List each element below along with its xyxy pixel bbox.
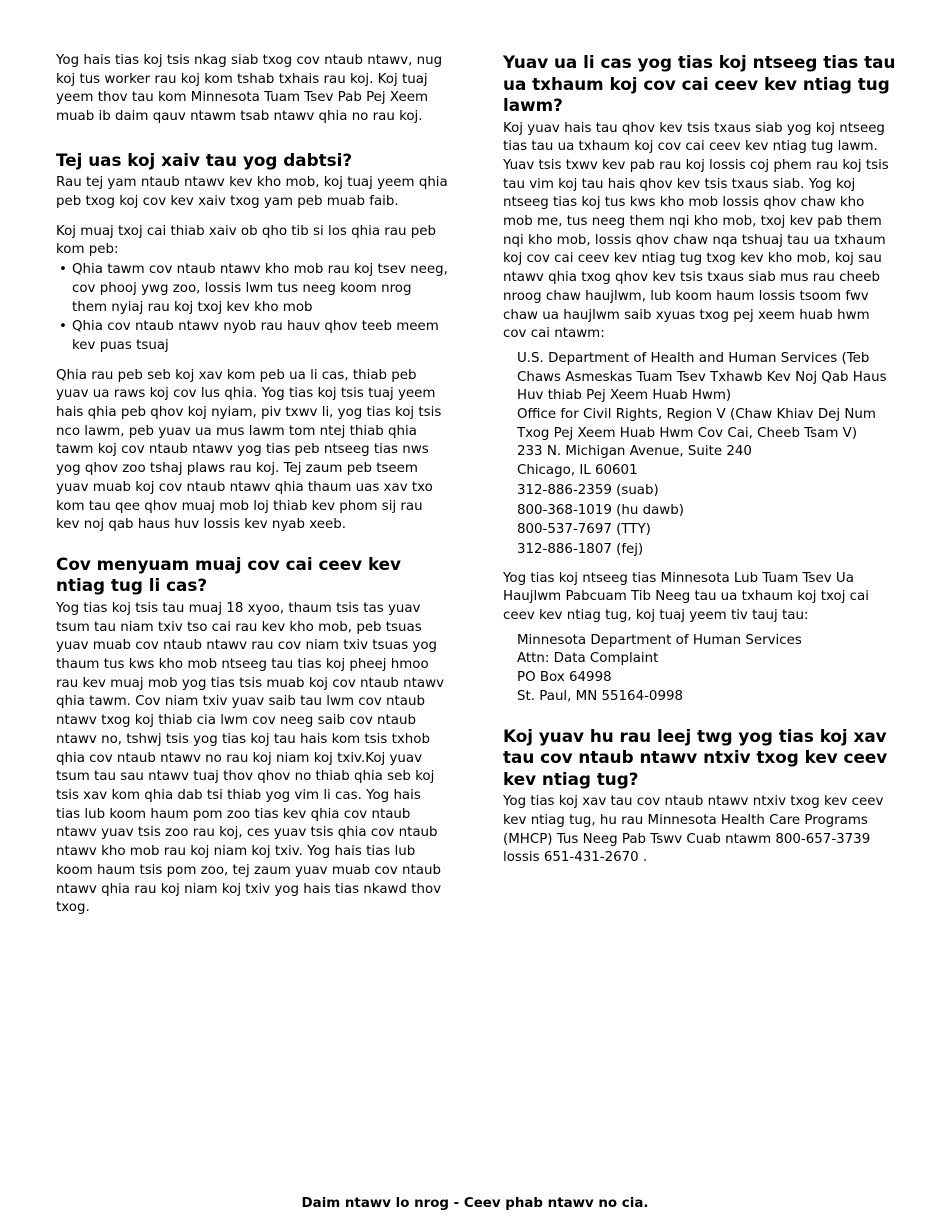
dhs-address-block	[517, 632, 897, 707]
footer-note: Daim ntawv lo nrog - Ceev phab ntawv no cia.	[301, 1196, 649, 1211]
phone-line: 800-368-1019 (hu dawb)	[517, 502, 684, 518]
hhs-address-block	[517, 350, 897, 560]
right-column	[503, 52, 897, 868]
complaint-paragraph-2: Yog tias koj ntseeg tias Minnesota Lub Tuam Tsev Ua Haujlwm Pabcuam Tib Neeg tau ua txhaum koj txoj cai ceev kev ntiag tug, koj tuaj yeem tiv tauj tau:	[503, 570, 869, 624]
contact-paragraph: Yog tias koj xav tau cov ntaub ntawv ntxiv txog kev ceev kev ntiag tug, hu rau Minnesota Health Care Programs (MHCP) Tus Neeg Pab Tswv Cuab ntawm 800-657-3739 lossis 651-431-2670 .	[503, 794, 884, 866]
bullet-icon: •	[59, 262, 67, 278]
choices-bullet-list	[56, 261, 448, 356]
address-line: 233 N. Michigan Avenue, Suite 240	[517, 444, 752, 460]
address-line: U.S. Department of Health and Human Services (Teb Chaws Asmeskas Tuam Tsev Txhawb Kev Noj Qab Haus Huv thiab Pej Xeem Huab Hwm)	[517, 350, 887, 404]
section-heading-children: Cov menyuam muaj cov cai ceev kev ntiag tug li cas?	[56, 553, 401, 596]
address-line: Minnesota Department of Human Services	[517, 632, 802, 648]
address-line: Office for Civil Rights, Region V (Chaw Khiav Dej Num Txog Pej Xeem Huab Hwm Cov Cai, Cheeb Tsam V)	[517, 407, 876, 441]
children-paragraph: Yog tias koj tsis tau muaj 18 xyoo, thaum tsis tas yuav tsum tau niam txiv tso cai rau kev kho mob, peb tsuas yuav muab cov ntaub ntawv rau cov niam txiv tsuas yog thaum tus kws kho mob ntseeg tau tias koj pheej hmoo rau kev muaj mob yog tias tsis muab koj cov ntaub ntawv qhia tawm. Cov niam txiv yuav saib tau lwm cov ntaub ntawv txog koj thiab cia lwm cov neeg saib cov ntaub ntawv no, tshwj tsis yog tias koj tau hais kom tsis txhob qhia cov ntaub ntawv no rau koj niam koj txiv.Koj yuav tsum tau sau ntawv tuaj thov qhov no thiab qhia seb koj tsis xav kom qhia dab tsi thiab yog vim li cas. Yog hais tias lub koom haum pom zoo tias kev qhia cov ntaub ntawv yuav tsis zoo rau koj, ces yuav tsis qhia cov ntaub ntawv kho mob rau koj niam koj txiv. Yog hais tias lub koom haum tsis pom zoo, tej zaum yuav muab cov ntaub ntawv qhia rau koj niam koj txiv yog hais tias nkawd thov txog.	[56, 600, 445, 916]
phone-line: 800-537-7697 (TTY)	[517, 522, 651, 538]
list-item: • Qhia tawm cov ntaub ntawv kho mob rau koj tsev neeg, cov phooj ywg zoo, lossis lwm tus neeg koom nrog them nyiaj rau koj txoj kev kho mob	[59, 262, 448, 315]
complaint-paragraph-1: Koj yuav hais tau qhov kev tsis txaus siab yog koj ntseeg tias tau ua txhaum koj cov cai ceev kev ntiag tug lawm. Yuav tsis txwv kev pab rau koj lossis coj phem rau koj tsis tau vim koj tau hais qhov kev tsis txaus siab. Yog koj ntseeg tias koj tus kws kho mob lossis qhov chaw kho mob me, tus neeg them nqi kho mob, txoj kev pab them nqi kho mob, lossis qhov chaw nqa tshuaj tau ua txhaum koj cov cai ceev kev ntiag tug txog kev kho mob, koj sau ntawv qhia txog qhov kev tsis txaus siab mus rau cheeb nroog chaw haujlwm, lub koom haum lossis tsoom fwv chaw ua haujlwm saib xyuas txog pej xeem huab hwm cov cai ntawm:	[503, 120, 889, 342]
address-line: Chicago, IL 60601	[517, 463, 638, 479]
left-column	[56, 52, 448, 918]
list-item: • Qhia cov ntaub ntawv nyob rau hauv qhov teeb meem kev puas tsuaj	[59, 319, 439, 353]
choices-paragraph-3: Qhia rau peb seb koj xav kom peb ua li cas, thiab peb yuav ua raws koj cov lus qhia. Yog tias koj tsis tuaj yeem hais qhia peb qhov koj nyiam, piv txwv li, yog tias koj tsis nco lawm, peb yuav ua mus lawm tom ntej thiab qhia tawm koj cov ntaub ntawv yog tias peb ntseeg tias nws yog qhov zoo tshaj plaws rau koj. Tej zaum peb tseem yuav muab koj cov ntaub ntawv qhia thaum uas xav txo kom tau qee qhov muaj mob loj thiab kev phom sij rau kev noj qab haus huv lossis kev nyab xeeb.	[56, 367, 442, 533]
section-heading-choices: Tej uas koj xaiv tau yog dabtsi?	[56, 149, 353, 170]
phone-line: 312-886-1807 (fej)	[517, 541, 644, 557]
address-line: Attn: Data Complaint	[517, 651, 659, 667]
section-heading-contact: Koj yuav hu rau leej twg yog tias koj xav tau cov ntaub ntawv ntxiv txog kev ceev kev ntiag tug?	[503, 725, 888, 789]
bullet-icon: •	[59, 319, 67, 335]
choices-paragraph-1: Rau tej yam ntaub ntawv kev kho mob, koj tuaj yeem qhia peb txog koj cov kev xaiv txog yam peb muab faib.	[56, 175, 448, 210]
phone-line: 312-886-2359 (suab)	[517, 482, 659, 498]
intro-paragraph: Yog hais tias koj tsis nkag siab txog cov ntaub ntawv, nug koj tus worker rau koj kom tshab txhais rau koj. Koj tuaj yeem thov tau kom Minnesota Tuam Tsev Pab Pej Xeem muab ib daim qauv ntawm tsab ntawv qhia no rau koj.	[56, 53, 443, 125]
choices-paragraph-2: Koj muaj txoj cai thiab xaiv ob qho tib si los qhia rau peb kom peb:	[56, 223, 436, 258]
address-line: St. Paul, MN 55164-0998	[517, 688, 683, 704]
section-heading-complaint: Yuav ua li cas yog tias koj ntseeg tias tau ua txhaum koj cov cai ceev kev ntiag tug lawm?	[503, 52, 896, 115]
address-line: PO Box 64998	[517, 670, 612, 686]
